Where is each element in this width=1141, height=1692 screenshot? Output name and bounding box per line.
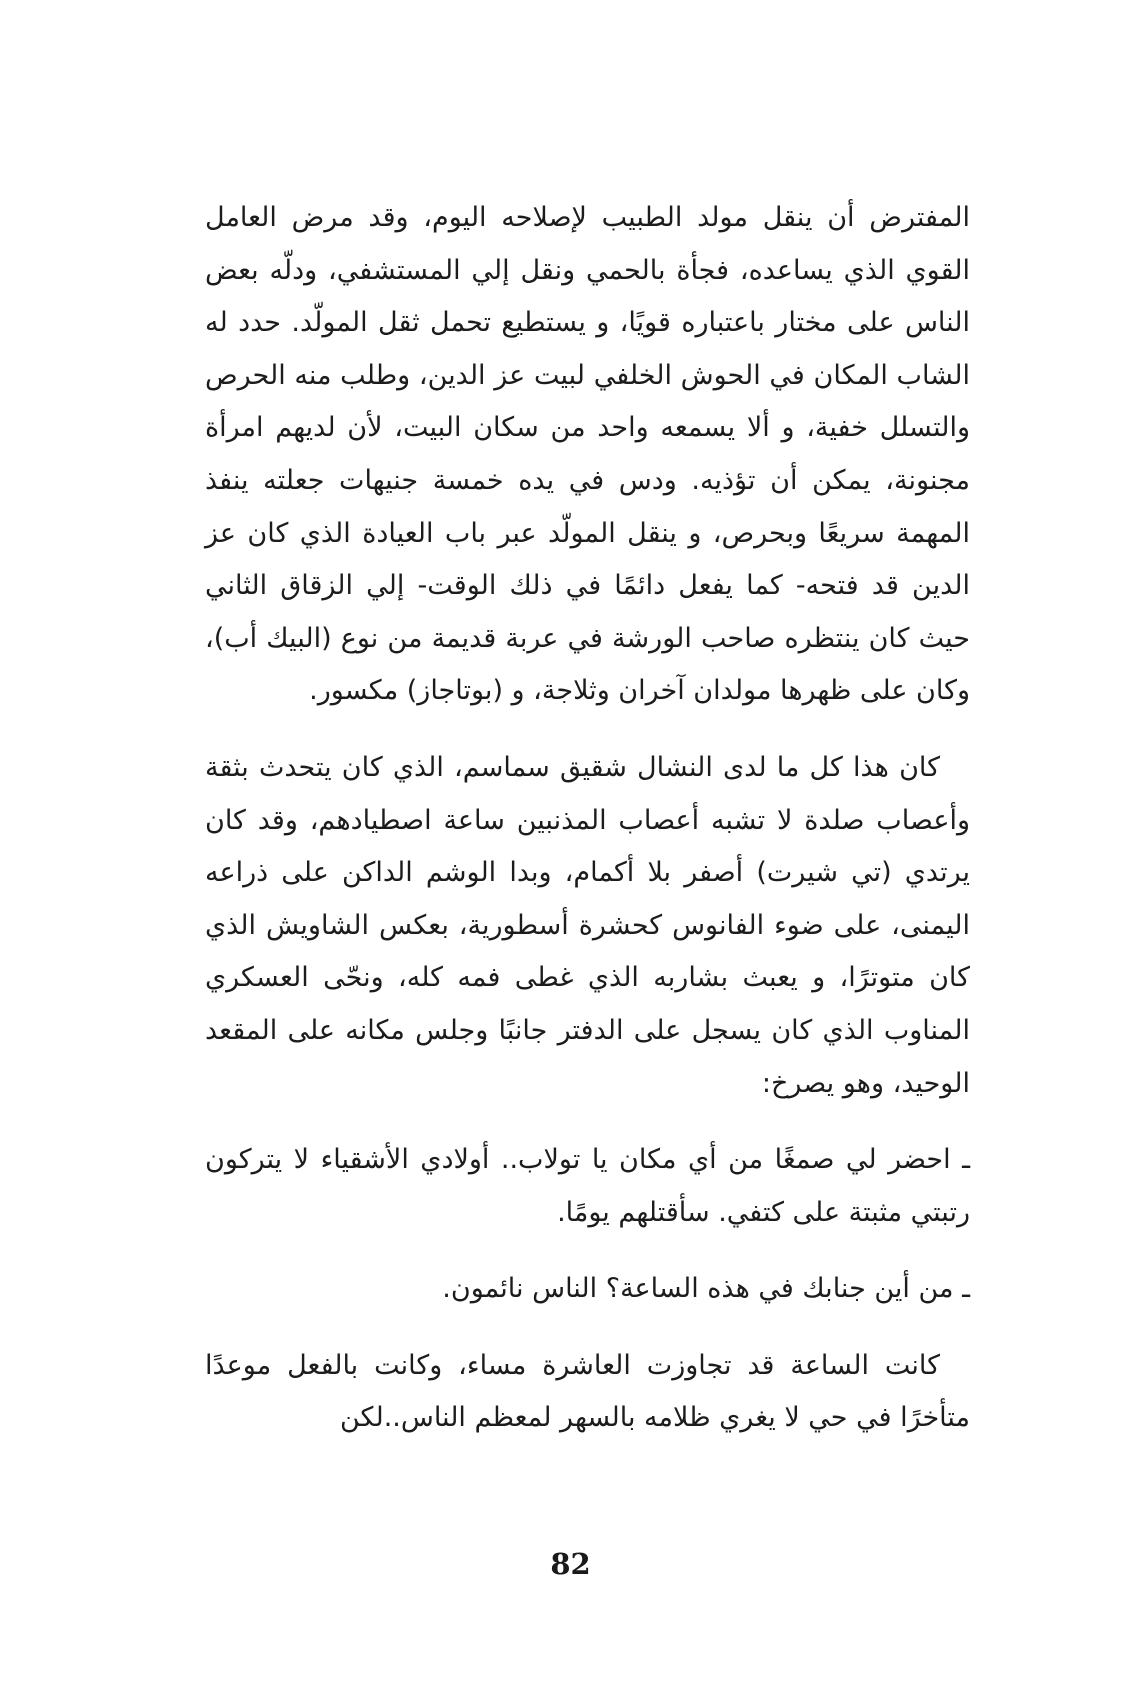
paragraph-gap [205, 1110, 970, 1134]
paragraph-3: كانت الساعة قد تجاوزت العاشرة مساء، وكانت بالفعل موعدًا متأخرًا في حي لا يغري ظلامه بالسهر لمعظم الناس..لكن [205, 1349, 970, 1434]
paragraph-1: المفترض أن ينقل مولد الطبيب لإصلاحه اليوم، وقد مرض العامل القوي الذي يساعده، فجأة بالحمي ونقل إلي المستشفي، ودلّه بعض الناس على مختار باعتباره قويًا، و يستطيع تحمل ثقل المولّد. حدد له الشاب المكان في الحوش الخلفي لبيت عز الدين، وطلب منه الحرص والتسلل خفية، و ألا يسمعه واحد من سكان البيت، لأن لديهم امرأة مجنونة، يمكن أن تؤذيه. ودس في يده خمسة جنيهات جعلته ينفذ المهمة سريعًا وبحرص، و ينقل المولّد عبر باب العيادة الذي كان عز الدين قد فتحه- كما يفعل دائمًا في ذلك الوقت- إلي الزقاق الثاني حيث كان ينتظره صاحب الورشة في عربة قديمة من نوع (البيك أب)، وكان على ظهرها مولدان آخران وثلاجة، و (بوتاجاز) مكسور. [205, 202, 970, 707]
page-number: 82 [550, 1547, 591, 1581]
paragraph-gap [205, 1316, 970, 1340]
paragraph-gap [205, 1239, 970, 1263]
paragraph-2: كان هذا كل ما لدى النشال شقيق سماسم، الذي كان يتحدث بثقة وأعصاب صلدة لا تشبه أعصاب المذنبين ساعة اصطيادهم، وقد كان يرتدي (تي شيرت) أصفر بلا أكمام، وبدا الوشم الداكن على ذراعه اليمنى، على ضوء الفانوس كحشرة أسطورية، بعكس الشاويش الذي كان متوترًا، و يعبث بشاربه الذي غطى فمه كله، ونحّى العسكري المناوب الذي كان يسجل على الدفتر جانبًا وجلس مكانه على المقعد الوحيد، وهو يصرخ: [205, 751, 970, 1099]
dialogue-line-2: ـ من أين جنابك في هذه الساعة؟ الناس نائمون. [442, 1273, 970, 1305]
body-text [205, 192, 970, 1445]
dialogue-line-1: ـ احضر لي صمغًا من أي مكان يا تولاب.. أولادي الأشقياء لا يتركون رتبتي مثبتة على كتفي. سأقتلهم يومًا. [205, 1144, 970, 1228]
paragraph-gap [205, 718, 970, 742]
